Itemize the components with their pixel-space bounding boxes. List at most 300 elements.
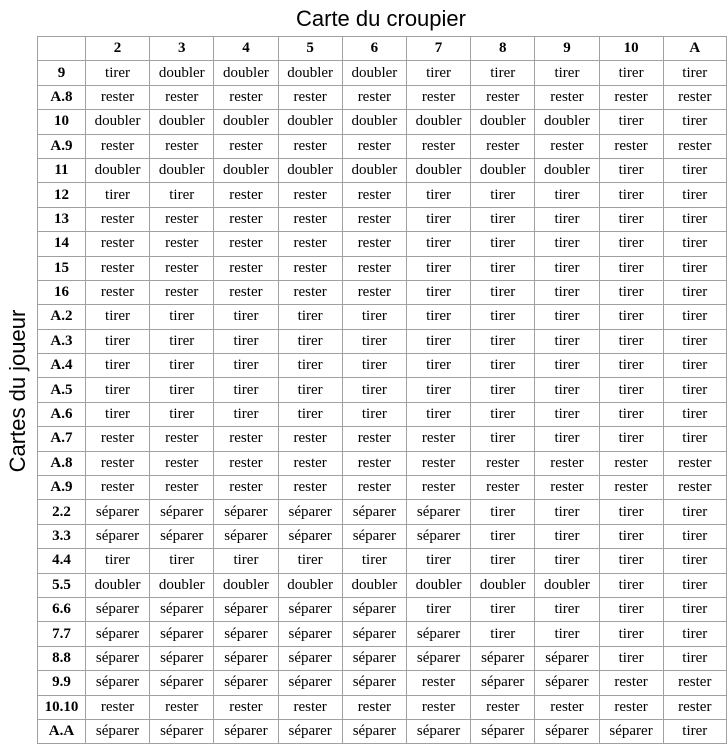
dealer-card-header: 2 [85, 37, 149, 61]
action-cell: séparer [214, 719, 278, 743]
table-row [38, 110, 727, 134]
action-cell: séparer [342, 500, 406, 524]
action-cell: rester [406, 476, 470, 500]
action-cell: tirer [663, 524, 726, 548]
action-cell: tirer [278, 354, 342, 378]
action-cell: doubler [535, 110, 599, 134]
dealer-card-header: 6 [342, 37, 406, 61]
table-row [38, 549, 727, 573]
action-cell: tirer [599, 500, 663, 524]
action-cell: tirer [406, 354, 470, 378]
action-cell: rester [214, 232, 278, 256]
action-cell: tirer [599, 597, 663, 621]
action-cell: doubler [406, 110, 470, 134]
action-cell: tirer [599, 378, 663, 402]
action-cell: séparer [214, 524, 278, 548]
action-cell: tirer [599, 427, 663, 451]
action-cell: rester [342, 427, 406, 451]
action-cell: séparer [278, 524, 342, 548]
table-row [38, 85, 727, 109]
action-cell: tirer [535, 378, 599, 402]
table-row [38, 329, 727, 353]
action-cell: tirer [535, 183, 599, 207]
action-cell: séparer [342, 719, 406, 743]
action-cell: tirer [663, 622, 726, 646]
action-cell: séparer [150, 622, 214, 646]
action-cell: tirer [85, 305, 149, 329]
action-cell: doubler [85, 573, 149, 597]
action-cell: rester [278, 183, 342, 207]
action-cell: rester [342, 451, 406, 475]
player-hand-label: 16 [38, 280, 86, 304]
action-cell: doubler [471, 158, 535, 182]
action-cell: doubler [150, 61, 214, 85]
action-cell: tirer [535, 329, 599, 353]
action-cell: séparer [214, 622, 278, 646]
action-cell: tirer [663, 646, 726, 670]
action-cell: rester [406, 134, 470, 158]
action-cell: tirer [406, 207, 470, 231]
action-cell: tirer [663, 329, 726, 353]
action-cell: rester [278, 232, 342, 256]
action-cell: tirer [406, 378, 470, 402]
action-cell: tirer [406, 232, 470, 256]
action-cell: doubler [342, 573, 406, 597]
action-cell: rester [342, 280, 406, 304]
action-cell: tirer [599, 305, 663, 329]
action-cell: tirer [663, 549, 726, 573]
player-hand-label: 7.7 [38, 622, 86, 646]
action-cell: séparer [278, 622, 342, 646]
action-cell: séparer [278, 671, 342, 695]
action-cell: séparer [471, 671, 535, 695]
action-cell: séparer [406, 622, 470, 646]
action-cell: rester [278, 256, 342, 280]
action-cell: séparer [150, 646, 214, 670]
table-row [38, 354, 727, 378]
action-cell: tirer [471, 549, 535, 573]
action-cell: rester [150, 232, 214, 256]
action-cell: tirer [599, 646, 663, 670]
corner-cell [38, 37, 86, 61]
dealer-card-header: 8 [471, 37, 535, 61]
action-cell: tirer [85, 549, 149, 573]
action-cell: rester [214, 256, 278, 280]
player-axis-title: Cartes du joueur [4, 309, 30, 473]
action-cell: rester [471, 476, 535, 500]
action-cell: tirer [663, 110, 726, 134]
player-hand-label: 14 [38, 232, 86, 256]
action-cell: tirer [342, 305, 406, 329]
action-cell: tirer [471, 305, 535, 329]
action-cell: rester [599, 451, 663, 475]
action-cell: rester [471, 134, 535, 158]
action-cell: rester [342, 476, 406, 500]
action-cell: rester [406, 85, 470, 109]
action-cell: rester [406, 671, 470, 695]
action-cell: tirer [278, 329, 342, 353]
action-cell: tirer [406, 597, 470, 621]
action-cell: tirer [406, 256, 470, 280]
action-cell: séparer [342, 646, 406, 670]
player-hand-label: A.5 [38, 378, 86, 402]
action-cell: tirer [471, 329, 535, 353]
dealer-axis-title: Carte du croupier [296, 6, 466, 31]
action-cell: tirer [214, 549, 278, 573]
action-cell: rester [150, 256, 214, 280]
action-cell: séparer [278, 646, 342, 670]
action-cell: tirer [663, 597, 726, 621]
player-hand-label: 15 [38, 256, 86, 280]
action-cell: rester [278, 280, 342, 304]
table-row [38, 183, 727, 207]
table-row [38, 378, 727, 402]
action-cell: rester [214, 280, 278, 304]
action-cell: rester [663, 451, 726, 475]
action-cell: séparer [214, 500, 278, 524]
action-cell: tirer [663, 378, 726, 402]
action-cell: tirer [85, 402, 149, 426]
action-cell: rester [85, 427, 149, 451]
table-row [38, 207, 727, 231]
action-cell: tirer [599, 524, 663, 548]
player-hand-label: 4.4 [38, 549, 86, 573]
table-row [38, 597, 727, 621]
action-cell: tirer [278, 549, 342, 573]
action-cell: séparer [406, 524, 470, 548]
action-cell: doubler [214, 573, 278, 597]
action-cell: séparer [406, 646, 470, 670]
action-cell: tirer [599, 158, 663, 182]
action-cell: tirer [85, 354, 149, 378]
action-cell: tirer [535, 597, 599, 621]
action-cell: tirer [663, 256, 726, 280]
action-cell: doubler [278, 158, 342, 182]
action-cell: rester [214, 207, 278, 231]
action-cell: rester [663, 134, 726, 158]
action-cell: doubler [406, 573, 470, 597]
action-cell: rester [342, 183, 406, 207]
table-row [38, 256, 727, 280]
action-cell: tirer [471, 61, 535, 85]
action-cell: tirer [535, 305, 599, 329]
action-cell: séparer [214, 597, 278, 621]
action-cell: rester [85, 280, 149, 304]
action-cell: tirer [85, 183, 149, 207]
action-cell: séparer [535, 671, 599, 695]
action-cell: tirer [471, 622, 535, 646]
player-hand-label: 12 [38, 183, 86, 207]
action-cell: doubler [214, 61, 278, 85]
player-hand-label: 3.3 [38, 524, 86, 548]
action-cell: rester [342, 695, 406, 719]
action-cell: tirer [599, 207, 663, 231]
action-cell: rester [150, 207, 214, 231]
table-row [38, 671, 727, 695]
action-cell: tirer [406, 329, 470, 353]
action-cell: rester [278, 695, 342, 719]
action-cell: doubler [471, 573, 535, 597]
action-cell: rester [535, 695, 599, 719]
table-row [38, 646, 727, 670]
action-cell: tirer [535, 207, 599, 231]
action-cell: séparer [150, 500, 214, 524]
action-cell: tirer [406, 305, 470, 329]
player-hand-label: A.A [38, 719, 86, 743]
action-cell: rester [85, 256, 149, 280]
action-cell: tirer [471, 524, 535, 548]
action-cell: doubler [342, 61, 406, 85]
action-cell: séparer [471, 719, 535, 743]
action-cell: tirer [150, 354, 214, 378]
action-cell: rester [599, 671, 663, 695]
action-cell: séparer [342, 671, 406, 695]
action-cell: doubler [214, 158, 278, 182]
action-cell: doubler [214, 110, 278, 134]
action-cell: tirer [278, 378, 342, 402]
table-row [38, 134, 727, 158]
action-cell: rester [278, 427, 342, 451]
action-cell: séparer [85, 671, 149, 695]
action-cell: doubler [278, 110, 342, 134]
action-cell: rester [150, 427, 214, 451]
action-cell: tirer [599, 573, 663, 597]
action-cell: rester [342, 134, 406, 158]
action-cell: doubler [278, 573, 342, 597]
action-cell: rester [85, 476, 149, 500]
action-cell: tirer [150, 549, 214, 573]
action-cell: séparer [278, 500, 342, 524]
action-cell: séparer [85, 646, 149, 670]
dealer-card-header: 7 [406, 37, 470, 61]
action-cell: doubler [471, 110, 535, 134]
table-row [38, 402, 727, 426]
action-cell: séparer [278, 719, 342, 743]
action-cell: tirer [406, 280, 470, 304]
action-cell: rester [214, 183, 278, 207]
action-cell: tirer [342, 329, 406, 353]
action-cell: tirer [278, 305, 342, 329]
action-cell: doubler [406, 158, 470, 182]
action-cell: rester [342, 256, 406, 280]
action-cell: rester [342, 85, 406, 109]
action-cell: tirer [278, 402, 342, 426]
action-cell: séparer [85, 524, 149, 548]
player-hand-label: 9 [38, 61, 86, 85]
action-cell: rester [599, 134, 663, 158]
action-cell: doubler [150, 573, 214, 597]
table-row [38, 500, 727, 524]
action-cell: tirer [599, 110, 663, 134]
action-cell: tirer [535, 549, 599, 573]
dealer-card-header: 10 [599, 37, 663, 61]
dealer-card-header: 4 [214, 37, 278, 61]
action-cell: rester [150, 134, 214, 158]
action-cell: séparer [85, 622, 149, 646]
action-cell: rester [278, 85, 342, 109]
action-cell: tirer [535, 354, 599, 378]
player-hand-label: 2.2 [38, 500, 86, 524]
player-hand-label: 8.8 [38, 646, 86, 670]
player-hand-label: 10.10 [38, 695, 86, 719]
action-cell: tirer [471, 232, 535, 256]
action-cell: rester [406, 451, 470, 475]
action-cell: séparer [85, 597, 149, 621]
action-cell: tirer [663, 305, 726, 329]
action-cell: tirer [535, 427, 599, 451]
action-cell: rester [278, 134, 342, 158]
action-cell: rester [150, 280, 214, 304]
action-cell: séparer [214, 671, 278, 695]
action-cell: tirer [214, 329, 278, 353]
action-cell: tirer [471, 354, 535, 378]
player-hand-label: 9.9 [38, 671, 86, 695]
action-cell: rester [471, 451, 535, 475]
player-hand-label: 6.6 [38, 597, 86, 621]
player-hand-label: A.8 [38, 85, 86, 109]
action-cell: tirer [406, 183, 470, 207]
dealer-card-header: 3 [150, 37, 214, 61]
action-cell: rester [214, 476, 278, 500]
action-cell: tirer [535, 232, 599, 256]
action-cell: séparer [535, 719, 599, 743]
action-cell: tirer [471, 402, 535, 426]
action-cell: séparer [150, 597, 214, 621]
action-cell: doubler [342, 110, 406, 134]
action-cell: tirer [599, 402, 663, 426]
action-cell: rester [85, 451, 149, 475]
action-cell: doubler [150, 158, 214, 182]
action-cell: rester [150, 476, 214, 500]
action-cell: tirer [471, 500, 535, 524]
action-cell: rester [85, 232, 149, 256]
action-cell: tirer [663, 158, 726, 182]
action-cell: rester [663, 671, 726, 695]
action-cell: rester [214, 85, 278, 109]
action-cell: tirer [535, 280, 599, 304]
action-cell: tirer [150, 329, 214, 353]
action-cell: tirer [342, 378, 406, 402]
player-hand-label: 13 [38, 207, 86, 231]
action-cell: tirer [342, 549, 406, 573]
player-axis-title-container [0, 36, 35, 746]
action-cell: séparer [471, 646, 535, 670]
action-cell: doubler [85, 158, 149, 182]
action-cell: rester [535, 451, 599, 475]
action-cell: tirer [471, 597, 535, 621]
action-cell: séparer [406, 719, 470, 743]
action-cell: tirer [599, 61, 663, 85]
action-cell: séparer [406, 500, 470, 524]
action-cell: tirer [599, 280, 663, 304]
player-hand-label: A.9 [38, 134, 86, 158]
action-cell: tirer [663, 719, 726, 743]
action-cell: rester [278, 207, 342, 231]
action-cell: tirer [406, 402, 470, 426]
action-cell: tirer [214, 378, 278, 402]
action-cell: rester [85, 695, 149, 719]
player-hand-label: A.4 [38, 354, 86, 378]
action-cell: rester [535, 85, 599, 109]
action-cell: rester [471, 85, 535, 109]
action-cell: rester [214, 134, 278, 158]
action-cell: rester [214, 427, 278, 451]
action-cell: tirer [406, 61, 470, 85]
dealer-card-header: A [663, 37, 726, 61]
header-row [38, 37, 727, 61]
action-cell: tirer [85, 329, 149, 353]
action-cell: rester [599, 85, 663, 109]
player-hand-label: 10 [38, 110, 86, 134]
player-hand-label: 5.5 [38, 573, 86, 597]
action-cell: rester [535, 476, 599, 500]
action-cell: tirer [471, 427, 535, 451]
action-cell: tirer [599, 549, 663, 573]
action-cell: tirer [599, 232, 663, 256]
table-row [38, 451, 727, 475]
player-hand-label: A.8 [38, 451, 86, 475]
table-row [38, 573, 727, 597]
action-cell: séparer [214, 646, 278, 670]
player-hand-label: A.3 [38, 329, 86, 353]
table-row [38, 61, 727, 85]
action-cell: rester [471, 695, 535, 719]
action-cell: rester [214, 695, 278, 719]
action-cell: rester [663, 695, 726, 719]
table-body [38, 61, 727, 744]
action-cell: tirer [599, 329, 663, 353]
action-cell: séparer [85, 500, 149, 524]
action-cell: tirer [85, 61, 149, 85]
table-row [38, 719, 727, 743]
action-cell: rester [85, 134, 149, 158]
action-cell: tirer [342, 354, 406, 378]
action-cell: tirer [471, 183, 535, 207]
action-cell: tirer [599, 256, 663, 280]
table-row [38, 280, 727, 304]
action-cell: tirer [663, 427, 726, 451]
action-cell: rester [342, 232, 406, 256]
action-cell: séparer [85, 719, 149, 743]
action-cell: tirer [85, 378, 149, 402]
action-cell: doubler [535, 158, 599, 182]
action-cell: tirer [599, 622, 663, 646]
action-cell: rester [599, 476, 663, 500]
action-cell: tirer [406, 549, 470, 573]
action-cell: tirer [471, 256, 535, 280]
action-cell: tirer [535, 61, 599, 85]
action-cell: tirer [663, 183, 726, 207]
table-row [38, 524, 727, 548]
action-cell: rester [85, 207, 149, 231]
action-cell: tirer [663, 280, 726, 304]
table-row [38, 476, 727, 500]
action-cell: tirer [214, 402, 278, 426]
action-cell: rester [406, 695, 470, 719]
player-hand-label: A.9 [38, 476, 86, 500]
action-cell: rester [663, 85, 726, 109]
table-row [38, 305, 727, 329]
action-cell: séparer [150, 719, 214, 743]
action-cell: rester [663, 476, 726, 500]
action-cell: séparer [278, 597, 342, 621]
action-cell: tirer [214, 305, 278, 329]
action-cell: doubler [85, 110, 149, 134]
action-cell: doubler [535, 573, 599, 597]
action-cell: doubler [150, 110, 214, 134]
action-cell: rester [535, 134, 599, 158]
action-cell: séparer [342, 622, 406, 646]
